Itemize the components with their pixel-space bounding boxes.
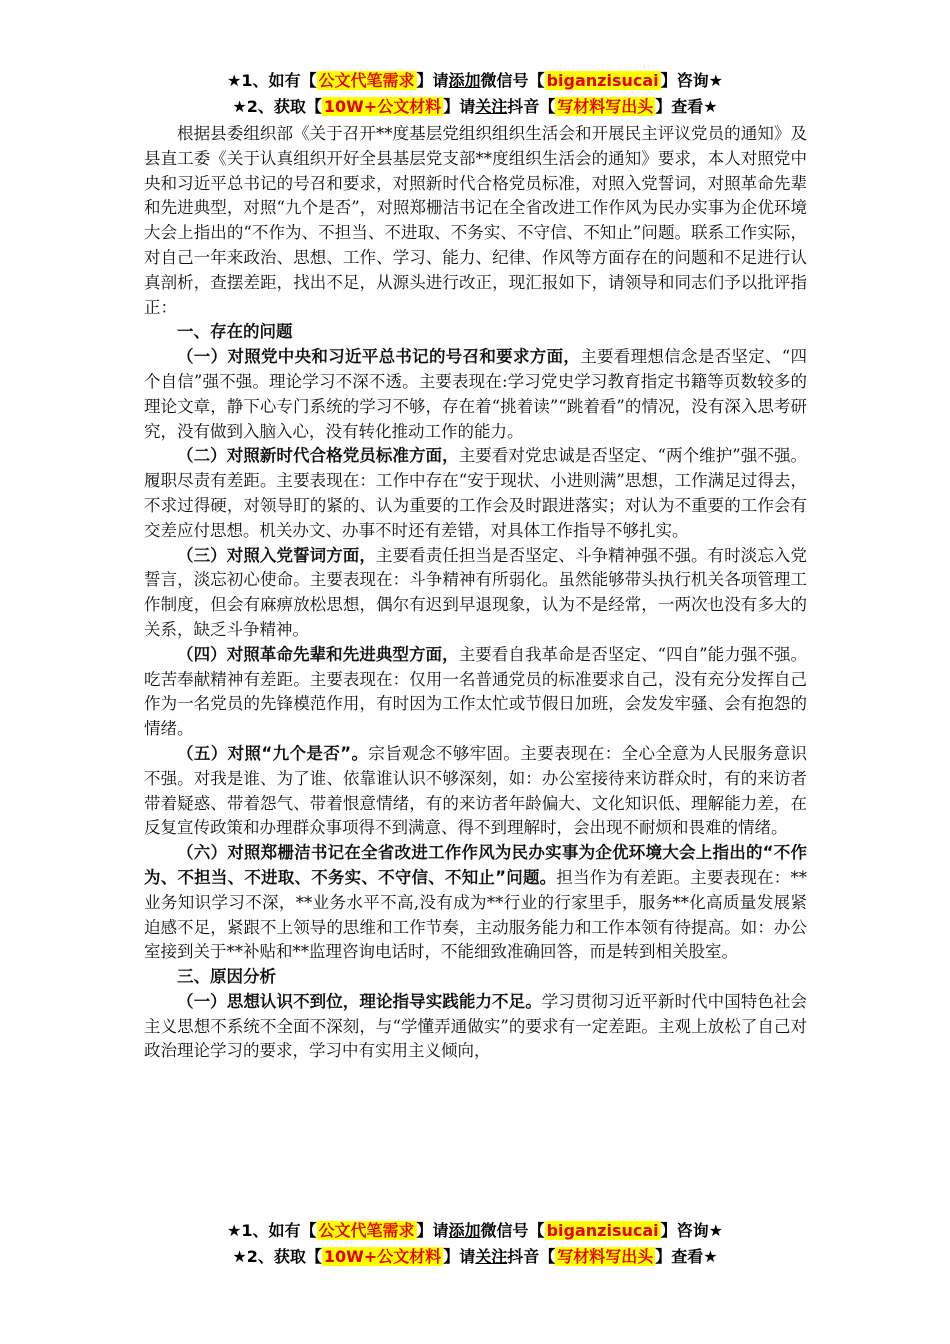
promo-highlight: biganzisucai xyxy=(546,71,659,90)
promo-highlight: 写材料写出头 xyxy=(557,1247,654,1266)
item-text: 主要看责任担当是否坚定、斗争精神强不强。有时淡忘入党誓言，淡忘初心使命。主要表现在：斗争精神有所弱化。虽然能够带头执行机关各项管理工作制度，但会有麻痹放松思想，偶尔有迟到早退现象，认为不是经常，一两次也没有多大的关系，缺乏斗争精神。 xyxy=(144,545,808,639)
promo-text: 】咨询★ xyxy=(660,1221,723,1240)
promo-line-1 xyxy=(0,68,950,94)
item-text: 主要看理想信念是否坚定、“四个自信”强不强。理论学习不深不透。主要表现在:学习党史学习教育指定书籍等页数较多的理论文章，静下心专门系统的学习不够，存在着“挑着读”“跳着看”的情况，没有深入思考研究，没有做到入脑入心，没有转化推动工作的能力。 xyxy=(144,347,808,441)
promo-line-1 xyxy=(0,1218,950,1244)
promo-text: ★1、如有【 xyxy=(227,1221,317,1240)
promo-banner-bottom xyxy=(0,1218,950,1270)
item-heading: （五）对照“九个是否”。 xyxy=(177,743,369,763)
problem-item xyxy=(144,345,807,444)
item-heading: （四）对照革命先辈和先进典型方面， xyxy=(177,644,459,664)
promo-highlight: 10W+公文材料 xyxy=(323,1247,442,1266)
promo-text: ★1、如有【 xyxy=(227,71,317,90)
promo-highlight: 公文代笔需求 xyxy=(318,1221,415,1240)
intro-paragraph: 根据县委组织部《关于召开**度基层党组织组织生活会和开展民主评议党员的通知》及县直工委《关于认真组织开好全县基层党支部**度组织生活会的通知》要求，本人对照党中央和习近平总书记的号召和要求，对照新时代合格党员标准，对照入党誓词，对照革命先辈和先进典型，对照“九个是否”，对照郑栅洁书记在全省改进工作作风为民办实事为企优环境大会上指出的“不作为、不担当、不进取、不务实、不守信、不知止”问题。联系工作实际，对自己一年来政治、思想、工作、学习、能力、纪律、作风等方面存在的问题和不足进行认真剖析，查摆差距，找出不足，从源头进行改正，现汇报如下，请领导和同志们予以批评指正： xyxy=(144,124,807,317)
problem-item xyxy=(144,544,807,643)
promo-highlight: 写材料写出头 xyxy=(557,97,654,116)
promo-line-2 xyxy=(0,94,950,120)
item-heading: （二）对照新时代合格党员标准方面， xyxy=(177,446,459,466)
promo-underlined: 关注 xyxy=(475,97,508,116)
problem-item xyxy=(144,841,807,965)
promo-text: ★2、获取【 xyxy=(232,97,322,116)
promo-highlight: biganzisucai xyxy=(546,1221,659,1240)
reason-item xyxy=(144,990,807,1064)
item-heading: （三）对照入党誓词方面， xyxy=(177,545,376,565)
promo-text: 抖音【 xyxy=(507,1247,556,1266)
promo-text: 】请 xyxy=(443,1247,476,1266)
problem-item xyxy=(144,444,807,543)
document-body xyxy=(144,122,807,1064)
promo-text: ★2、获取【 xyxy=(232,1247,322,1266)
item-heading: （一）思想认识不到位，理论指导实践能力不足。 xyxy=(177,991,542,1011)
promo-text: 】请 xyxy=(416,71,449,90)
promo-banner-top xyxy=(0,68,950,120)
promo-text: 微信号【 xyxy=(480,1221,545,1240)
problem-item xyxy=(144,643,807,742)
promo-text: 】请 xyxy=(416,1221,449,1240)
promo-text: 】请 xyxy=(443,97,476,116)
promo-underlined: 添加 xyxy=(448,1221,481,1240)
item-text: 宗旨观念不够牢固。主要表现在：全心全意为人民服务意识不强。对我是谁、为了谁、依靠谁认识不够深刻，如：办公室接待来访群众时，有的来访者带着疑惑、带着怨气、带着恨意情绪，有的来访者年龄偏大、文化知识低、理解能力差，在反复宣传政策和办理群众事项得不到满意、得不到理解时，会出现不耐烦和畏难的情绪。 xyxy=(144,743,807,838)
item-text: 主要看自我革命是否坚定、“四自”能力强不强。吃苦奉献精神有差距。主要表现在：仅用一名普通党员的标准要求自己，没有充分发挥自己作为一名党员的先锋模范作用，有时因为工作太忙或节假日加班，会发发牢骚、会有抱怨的情绪。 xyxy=(144,644,808,739)
section-heading: 三、原因分析 xyxy=(177,967,276,987)
item-text: 主要看对党忠诚是否坚定、“两个维护”强不强。履职尽责有差距。主要表现在：工作中存在“安于现状、小进则满”思想，工作满足过得去，不求过得硬，对领导盯的紧的、认为重要的工作会及时跟进落实；对认为不重要的工作会有交差应付思想。机关办文、办事不时还有差错，对具体工作指导不够扎实。 xyxy=(144,446,808,540)
item-text: 学习贯彻习近平新时代中国特色社会主义思想不系统不全面不深刻，与“学懂弄通做实”的要求有一定差距。主观上放松了自己对政治理论学习的要求，学习中有实用主义倾向， xyxy=(144,991,808,1061)
section-heading: 一、存在的问题 xyxy=(177,322,293,342)
problem-item xyxy=(144,742,807,841)
promo-text: 抖音【 xyxy=(507,97,556,116)
promo-text: 】查看★ xyxy=(655,1247,718,1266)
promo-text: 】咨询★ xyxy=(660,71,723,90)
promo-text: 】查看★ xyxy=(655,97,718,116)
promo-underlined: 关注 xyxy=(475,1247,508,1266)
promo-text: 微信号【 xyxy=(480,71,545,90)
item-text: 担当作为有差距。主要表现在：**业务知识学习不深，**业务水平不高,没有成为**行业的行家里手，服务**化高质量发展紧迫感不足，紧跟不上领导的思维和工作节奏，主动服务能力和工作本领有待提高。如：办公室接到关于**补贴和**监理咨询电话时，不能细致准确回答，而是转到相关股室。 xyxy=(144,867,807,962)
promo-line-2 xyxy=(0,1244,950,1270)
promo-highlight: 公文代笔需求 xyxy=(318,71,415,90)
item-heading: （六）对照郑栅洁书记在全省改进工作作风为民办实事为企优环境大会上指出的“不作为、不担当、不进取、不务实、不守信、不知止”问题。 xyxy=(144,843,807,887)
item-heading: （一）对照党中央和习近平总书记的号召和要求方面， xyxy=(177,347,581,367)
promo-highlight: 10W+公文材料 xyxy=(323,97,442,116)
promo-underlined: 添加 xyxy=(448,71,481,90)
